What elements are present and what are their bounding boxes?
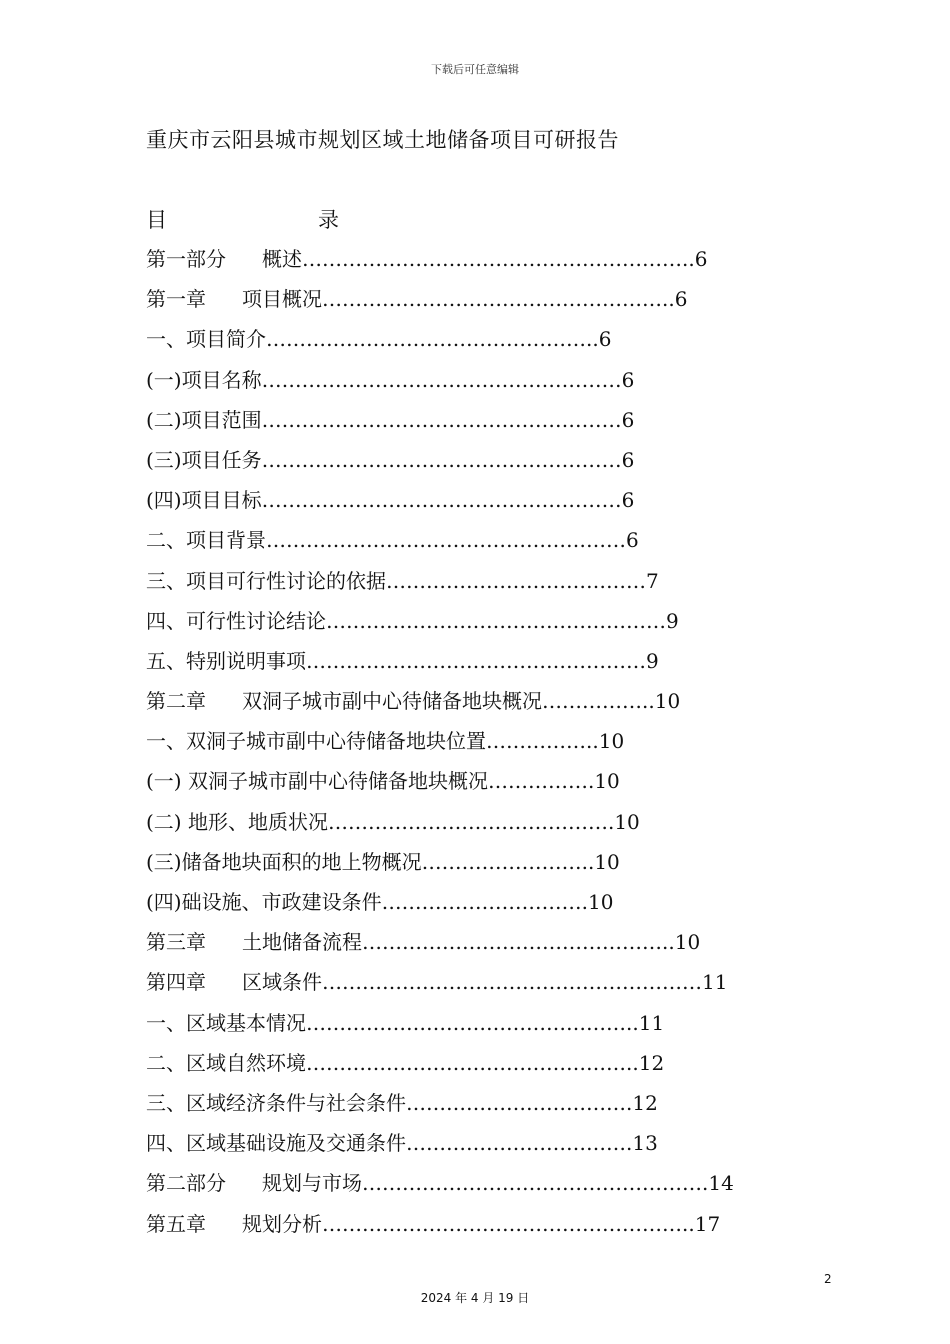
toc-entry-page: 6: [621, 367, 635, 392]
toc-entry-page: 10: [598, 729, 625, 754]
toc-entry[interactable]: [146, 686, 806, 726]
toc-entry-leader: ……………..: [542, 689, 655, 714]
toc-entry-title: 五、特别说明事项: [146, 648, 306, 673]
toc-entry-title: 一、项目简介: [146, 327, 266, 352]
toc-entry-leader: ………………………………………………: [261, 447, 622, 472]
toc-entry-page: 12: [632, 1090, 658, 1115]
toc-entry-page: 10: [594, 849, 620, 874]
toc-entry-title: 概述: [262, 247, 302, 271]
toc-entry-title: 规划分析: [242, 1211, 322, 1236]
toc-entry-leader: …………………………………….: [327, 809, 615, 834]
toc-entry-page: 6: [674, 287, 688, 312]
toc-entry-leader: ……………………..: [421, 849, 595, 874]
toc-entry-leader: ……………………………………………..: [322, 287, 675, 312]
toc-entry-title: 二、项目背景: [146, 528, 266, 553]
toc-entry-title: 区域条件: [242, 970, 322, 995]
toc-entry-leader: ……………………………………………: [326, 608, 666, 633]
toc-entry-leader: …………………………………………..: [306, 1050, 639, 1075]
toc-entry-page: 6: [598, 327, 612, 352]
toc-entry-title: (二)项目范围: [146, 407, 262, 432]
toc-entry-page: 6: [621, 407, 635, 432]
toc-entry-page: 6: [626, 528, 639, 553]
toc-entry-page: 9: [646, 648, 659, 673]
toc-entry-title: 土地储备流程: [242, 930, 362, 955]
toc-entry-leader: …………………………….: [406, 1090, 633, 1115]
toc-entry[interactable]: [146, 284, 806, 324]
document-title: 重庆市云阳县城市规划区域土地储备项目可研报告: [146, 128, 619, 152]
toc-entry-label: 第四章: [146, 970, 206, 995]
toc-entry-title: (四)础设施、市政建设条件: [146, 890, 382, 914]
toc-entry-leader: ………………………….: [381, 890, 588, 914]
toc-entry-title: 一、双洞子城市副中心待储备地块位置: [146, 729, 486, 754]
toc-entry-title: 四、可行性讨论结论: [146, 608, 326, 633]
toc-entry-leader: ………………………………………..: [362, 930, 675, 955]
toc-entry[interactable]: [146, 1008, 806, 1048]
toc-entry-label: 第二章: [146, 689, 206, 714]
table-of-contents: [146, 244, 806, 1249]
toc-entry-page: 10: [587, 890, 614, 914]
toc-entry-label: 第一部分: [146, 247, 226, 271]
toc-entry[interactable]: [146, 927, 806, 967]
toc-entry-leader: …………………………………………………..: [302, 247, 695, 271]
toc-entry-page: 7: [646, 568, 659, 593]
toc-entry-leader: …………………………………………..: [306, 1010, 639, 1035]
toc-entry[interactable]: [146, 1209, 806, 1249]
toc-entry-page: 10: [594, 769, 620, 794]
toc-entry-title: 一、区域基本情况: [146, 1010, 306, 1035]
toc-heading-right: 录: [318, 208, 339, 232]
toc-entry[interactable]: [146, 445, 806, 485]
toc-entry-page: 10: [614, 809, 640, 834]
toc-entry-title: (三)储备地块面积的地上物概况: [146, 849, 422, 874]
toc-entry-leader: ………………………………………………: [266, 528, 626, 553]
toc-entry-label: 第一章: [146, 287, 206, 312]
toc-entry-page: 17: [694, 1211, 721, 1236]
toc-entry-leader: …………….: [487, 769, 595, 794]
toc-entry-page: 6: [621, 447, 635, 472]
footer-date: 2024 年 4 月 19 日: [420, 1291, 530, 1305]
toc-entry[interactable]: [146, 324, 806, 364]
toc-entry-page: 11: [702, 970, 728, 995]
toc-entry[interactable]: [146, 887, 806, 927]
toc-entry-leader: ………………………………………………: [261, 488, 622, 513]
toc-entry[interactable]: [146, 485, 806, 525]
toc-entry-page: 14: [708, 1171, 734, 1196]
toc-entry-page: 13: [632, 1131, 658, 1156]
toc-entry-leader: …………………………………………..: [266, 327, 599, 352]
toc-entry-page: 11: [638, 1010, 665, 1035]
toc-entry-label: 第五章: [146, 1211, 206, 1236]
toc-heading: [146, 204, 339, 234]
toc-entry-page: 10: [654, 689, 681, 714]
header-note: 下载后可任意编辑: [431, 63, 519, 76]
toc-entry-title: (一) 双洞子城市副中心待储备地块概况: [146, 769, 488, 794]
toc-entry-label: 第三章: [146, 930, 206, 955]
toc-entry-title: 双洞子城市副中心待储备地块概况: [242, 689, 542, 714]
toc-entry[interactable]: [146, 1048, 806, 1088]
toc-entry[interactable]: [146, 244, 806, 284]
toc-entry-title: 二、区域自然环境: [146, 1050, 306, 1075]
toc-entry[interactable]: [146, 766, 806, 806]
toc-entry[interactable]: [146, 1128, 806, 1168]
toc-heading-left: 目: [146, 208, 167, 232]
toc-entry-leader: …………………………………………………: [322, 970, 702, 995]
toc-entry[interactable]: [146, 525, 806, 565]
toc-entry[interactable]: [146, 807, 806, 847]
toc-entry-page: 6: [621, 488, 635, 513]
toc-entry[interactable]: [146, 847, 806, 887]
toc-entry-leader: …………………………….: [406, 1131, 633, 1156]
toc-entry-leader: …………………………………………….: [362, 1171, 709, 1196]
toc-entry-leader: ………………………………………………: [261, 407, 622, 432]
toc-entry-title: (二) 地形、地质状况: [146, 809, 328, 834]
toc-entry-page: 10: [674, 930, 701, 955]
toc-entry-label: 第二部分: [146, 1171, 226, 1196]
toc-entry-title: 项目概况: [242, 287, 322, 312]
toc-entry[interactable]: [146, 967, 806, 1007]
page-number: 2: [824, 1272, 832, 1286]
toc-entry[interactable]: [146, 405, 806, 445]
toc-entry-title: (四)项目目标: [146, 488, 262, 513]
toc-entry-leader: ………………………………………………..: [322, 1211, 695, 1236]
toc-entry[interactable]: [146, 365, 806, 405]
toc-entry[interactable]: [146, 566, 806, 606]
toc-entry-title: (一)项目名称: [146, 367, 262, 392]
toc-entry[interactable]: [146, 606, 806, 646]
toc-entry-title: 三、项目可行性讨论的依据: [146, 568, 386, 593]
toc-entry-title: 四、区域基础设施及交通条件: [146, 1131, 406, 1156]
toc-entry[interactable]: [146, 1168, 806, 1208]
toc-entry-page: 9: [666, 608, 679, 633]
toc-entry-title: 三、区域经济条件与社会条件: [146, 1090, 406, 1115]
toc-entry[interactable]: [146, 646, 806, 686]
toc-entry-title: (三)项目任务: [146, 447, 262, 472]
toc-entry-page: 12: [638, 1050, 665, 1075]
toc-entry[interactable]: [146, 726, 806, 766]
toc-entry-title: 规划与市场: [262, 1171, 362, 1196]
toc-entry[interactable]: [146, 1088, 806, 1128]
toc-entry-page: 6: [694, 247, 708, 271]
toc-entry-leader: …………………………………: [386, 568, 646, 593]
toc-entry-leader: ………………………………………………: [261, 367, 622, 392]
toc-entry-leader: ……………………………………………: [306, 648, 646, 673]
toc-entry-leader: ……………..: [486, 729, 599, 754]
